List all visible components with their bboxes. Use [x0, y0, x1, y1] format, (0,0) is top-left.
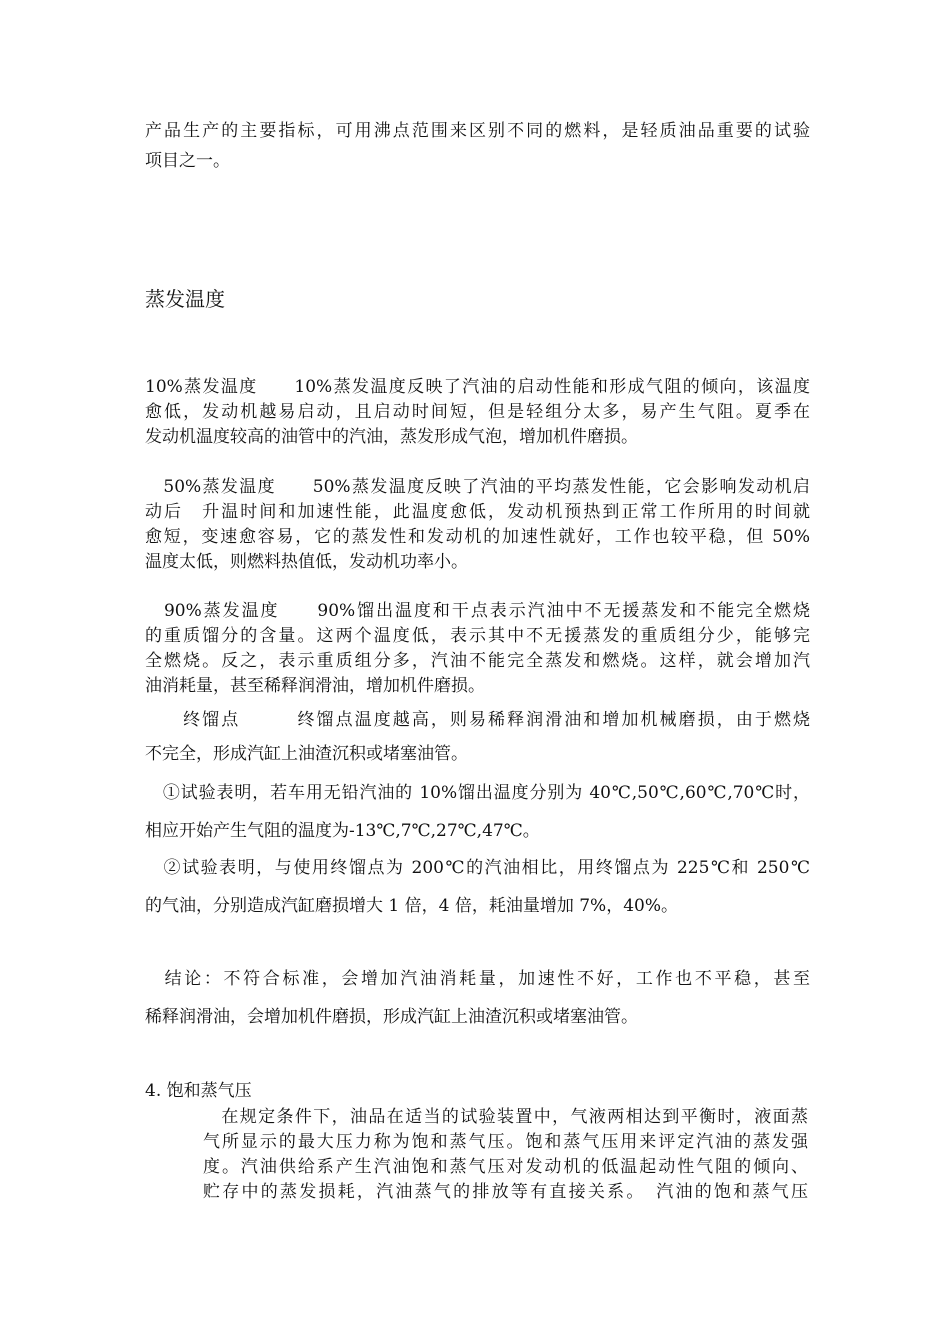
- note-2: [145, 852, 810, 920]
- text-line: 项目之一。: [145, 151, 230, 171]
- text-line: 相应开始产生气阻的温度为-13℃,7℃,27℃,47℃。: [145, 821, 540, 841]
- note-1: [145, 777, 810, 845]
- text-line: 愈低，发动机越易启动，且启动时间短，但是轻组分太多，易产生气阻。夏季在: [145, 402, 810, 422]
- paragraph-end-point: [145, 704, 810, 768]
- text-line: 结论：不符合标准，会增加汽油消耗量，加速性不好，工作也不平稳，甚至: [145, 969, 810, 989]
- paragraph-50-percent: [145, 475, 810, 575]
- conclusion-paragraph: [145, 963, 810, 1031]
- paragraph-10-percent: [145, 375, 810, 450]
- text-line: 油消耗量，甚至稀释润滑油，增加机件磨损。: [145, 676, 485, 696]
- text-line: ①试验表明，若车用无铅汽油的 10%馏出温度分别为 40℃,50℃,60℃,70℃时，: [145, 783, 810, 803]
- intro-paragraph: [145, 116, 810, 176]
- text-line: 在规定条件下，油品在适当的试验装置中，气液两相达到平衡时，液面蒸: [203, 1107, 808, 1127]
- text-line: 稀释润滑油，会增加机件磨损，形成汽缸上油渣沉积或堵塞油管。: [145, 1007, 638, 1027]
- text-line: 贮存中的蒸发损耗，汽油蒸气的排放等有直接关系。 汽油的饱和蒸气压: [203, 1182, 808, 1202]
- text-line: 终馏点 终馏点温度越高，则易稀释润滑油和增加机械磨损，由于燃烧: [145, 710, 810, 730]
- text-line: 的气油，分别造成汽缸磨损增大 1 倍，4 倍，耗油量增加 7%，40%。: [145, 896, 679, 916]
- text-line: ②试验表明，与使用终馏点为 200℃的汽油相比，用终馏点为 225℃和 250℃: [145, 858, 810, 878]
- section-heading-vapor-pressure: 4. 饱和蒸气压: [145, 1081, 252, 1101]
- paragraph-90-percent: [145, 599, 810, 699]
- text-line: 不完全，形成汽缸上油渣沉积或堵塞油管。: [145, 744, 468, 764]
- text-line: 90%蒸发温度 90%馏出温度和干点表示汽油中不无援蒸发和不能完全燃烧: [145, 601, 810, 621]
- text-line: 动后 升温时间和加速性能，此温度愈低，发动机预热到正常工作所用的时间就: [145, 502, 810, 522]
- section-heading-evaporation: 蒸发温度: [145, 287, 225, 311]
- text-line: 全燃烧。反之，表示重质组分多，汽油不能完全蒸发和燃烧。这样，就会增加汽: [145, 651, 810, 671]
- text-line: 度。汽油供给系产生汽油饱和蒸气压对发动机的低温起动性气阻的倾向、: [203, 1157, 808, 1177]
- text-line: 气所显示的最大压力称为饱和蒸气压。饱和蒸气压用来评定汽油的蒸发强: [203, 1132, 808, 1152]
- text-line: 50%蒸发温度 50%蒸发温度反映了汽油的平均蒸发性能，它会影响发动机启: [145, 477, 810, 497]
- text-line: 温度太低，则燃料热值低，发动机功率小。: [145, 552, 468, 572]
- vapor-pressure-paragraph: [203, 1105, 808, 1205]
- text-line: 发动机温度较高的油管中的汽油，蒸发形成气泡，增加机件磨损。: [145, 427, 638, 447]
- text-line: 的重质馏分的含量。这两个温度低，表示其中不无援蒸发的重质组分少，能够完: [145, 626, 810, 646]
- text-line: 产品生产的主要指标，可用沸点范围来区别不同的燃料，是轻质油品重要的试验: [145, 121, 810, 141]
- text-line: 10%蒸发温度 10%蒸发温度反映了汽油的启动性能和形成气阻的倾向，该温度: [145, 377, 810, 397]
- text-line: 愈短，变速愈容易，它的蒸发性和发动机的加速性就好，工作也较平稳，但 50%: [145, 527, 810, 547]
